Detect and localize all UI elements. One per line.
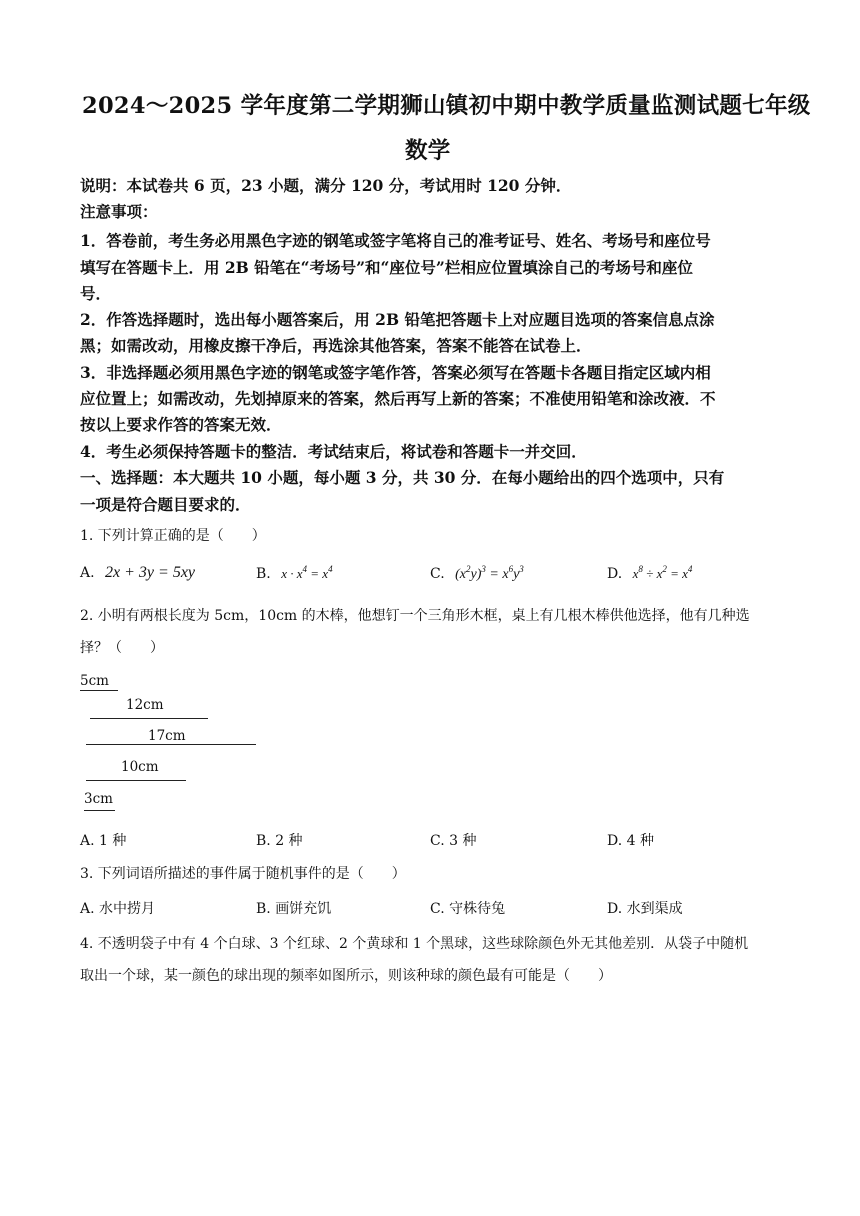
q2-option-b: B. 2 种: [256, 833, 303, 849]
q3-option-c: C. 守株待兔: [430, 901, 506, 917]
notice-2-line-2: 黑；如需改动，用橡皮擦干净后，再选涂其他答案，答案不能答在试卷上．: [80, 336, 592, 355]
q2-option-a: A. 1 种: [80, 833, 127, 849]
q2-stem-line-1: 2. 小明有两根长度为 5cm，10cm 的木棒，他想钉一个三角形木框，桌上有几根木棒供他选择，他有几种选: [80, 608, 750, 624]
notice-4: 4．考生必须保持答题卡的整洁．考试结束后，将试卷和答题卡一并交回．: [80, 442, 587, 461]
notice-3-line-2: 应位置上；如需改动，先划掉原来的答案，然后再写上新的答案；不准使用铅笔和涂改液．不: [80, 389, 716, 408]
stick-label-3cm: 3cm: [84, 791, 113, 807]
stick-3cm: [84, 792, 115, 811]
subject-title: 数学: [405, 138, 451, 164]
exam-title: 2024～2025 学年度第二学期狮山镇初中期中教学质量监测试题七年级: [82, 93, 811, 119]
q2-option-c: C. 3 种: [430, 833, 477, 849]
q1-stem: 1. 下列计算正确的是（ ）: [80, 528, 266, 544]
section-1-line-2: 一项是符合题目要求的．: [80, 495, 251, 514]
stick-12cm: [90, 700, 208, 719]
notice-title: 注意事项：: [80, 202, 158, 221]
q1-option-d: D. $x^8 \div x^2 = x^4$: [607, 564, 693, 582]
q3-option-b: B. 画饼充饥: [256, 901, 332, 917]
q4-stem-line-1: 4. 不透明袋子中有 4 个白球、3 个红球、2 个黄球和 1 个黑球，这些球除颜色外无其他差别．从袋子中随机: [80, 936, 749, 952]
stick-label-17cm: 17cm: [148, 728, 186, 744]
q1-b-formula: $x \cdot x^4 = x^4$: [281, 564, 333, 581]
notice-2-line-1: 2．作答选择题时，选出每小题答案后，用 2B 铅笔把答题卡上对应题目选项的答案信息点涂: [80, 310, 715, 329]
stick-label-5cm: 5cm: [80, 673, 109, 689]
q1-option-c: C. $(x^2y)^3 = x^6y^3$: [430, 564, 524, 582]
q1-c-formula: $(x^2y)^3 = x^6y^3$: [455, 564, 524, 582]
q3-option-a: A. 水中捞月: [80, 901, 156, 917]
q1-option-b: B. $x \cdot x^4 = x^4$: [256, 564, 333, 582]
q3-stem: 3. 下列词语所描述的事件属于随机事件的是（ ）: [80, 866, 406, 882]
stick-10cm: [86, 762, 186, 781]
stick-17cm: [86, 726, 256, 745]
q1-a-formula: 2x + 3y = 5xy: [105, 564, 196, 581]
q3-option-d: D. 水到渠成: [607, 901, 683, 917]
notice-1-line-3: 号．: [80, 284, 112, 303]
q2-stem-line-2: 择？（ ）: [80, 640, 164, 656]
exam-description: 说明：本试卷共 6 页，23 小题，满分 120 分，考试用时 120 分钟．: [80, 176, 572, 195]
q4-stem-line-2: 取出一个球，某一颜色的球出现的频率如图所示，则该种球的颜色最有可能是（ ）: [80, 968, 612, 984]
q1-d-formula: $x^8 \div x^2 = x^4$: [632, 564, 693, 581]
notice-3-line-1: 3．非选择题必须用黑色字迹的钢笔或签字笔作答，答案必须写在答题卡各题目指定区域内相: [80, 363, 711, 382]
notice-1-line-2: 填写在答题卡上．用 2B 铅笔在“考场号”和“座位号”栏相应位置填涂自己的考场号和座位: [80, 258, 693, 277]
notice-3-line-3: 按以上要求作答的答案无效．: [80, 415, 282, 434]
q1-option-a: A. 2x + 3y = 5xy: [80, 564, 196, 581]
notice-1-line-1: 1．答卷前，考生务必用黑色字迹的钢笔或签字笔将自己的准考证号、姓名、考场号和座位号: [80, 231, 711, 250]
stick-label-10cm: 10cm: [121, 759, 159, 775]
section-1-line-1: 一、选择题：本大题共 10 小题，每小题 3 分，共 30 分．在每小题给出的四个选项中，只有: [80, 468, 725, 487]
stick-5cm: [80, 672, 118, 691]
stick-label-12cm: 12cm: [126, 697, 164, 713]
q2-option-d: D. 4 种: [607, 833, 654, 849]
